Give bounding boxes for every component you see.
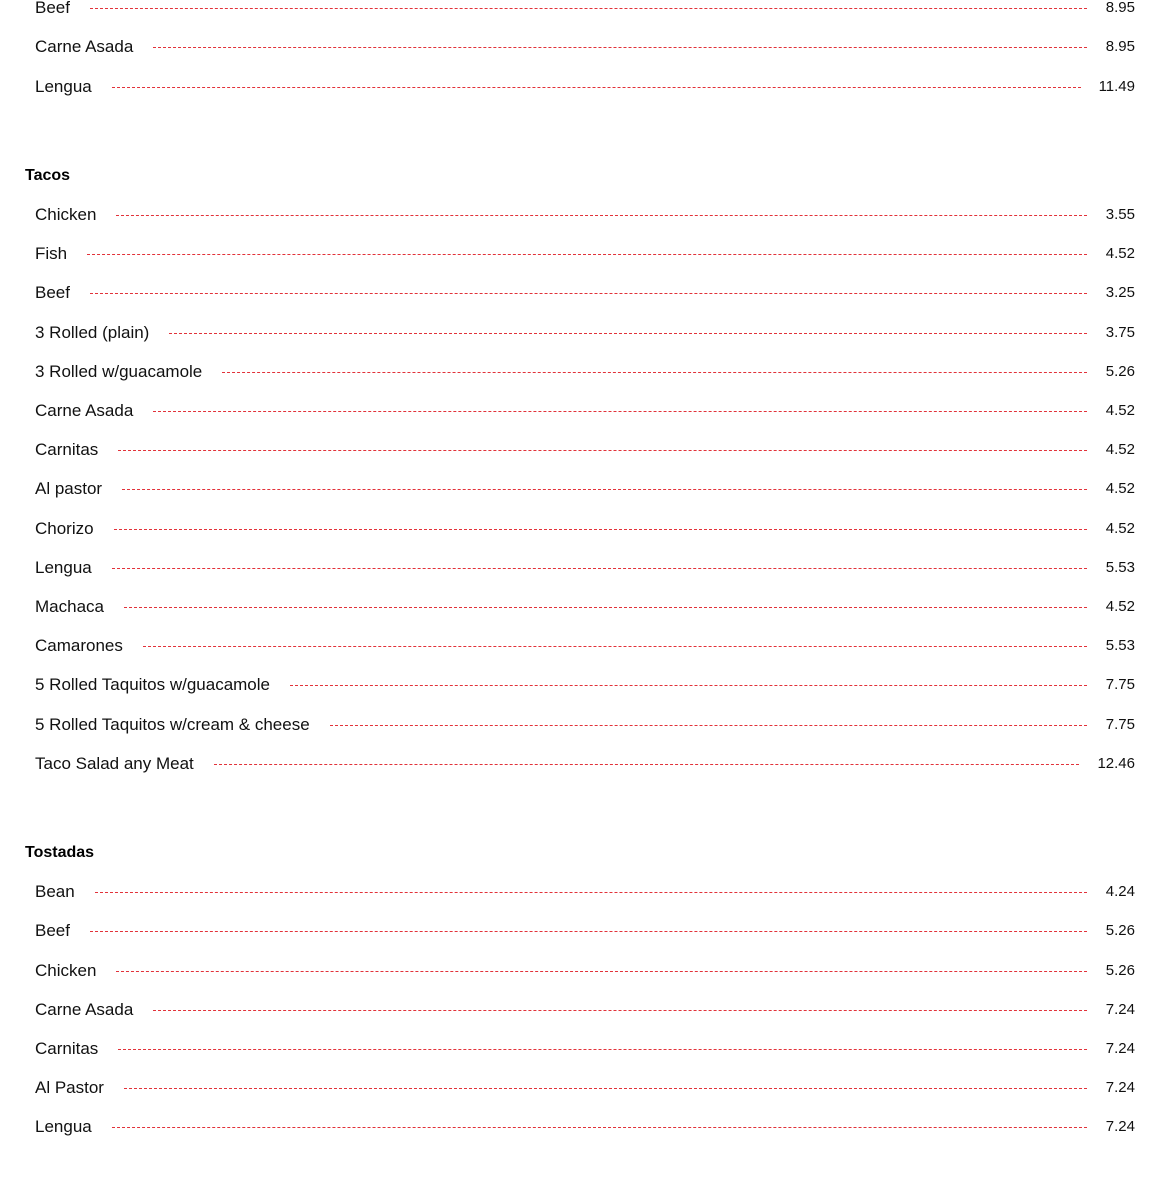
menu-item xyxy=(35,960,1135,982)
menu-item-price: 7.24 xyxy=(1105,1079,1135,1096)
menu-item-name: Beef xyxy=(35,283,70,302)
menu-item-price: 11.49 xyxy=(1098,78,1135,95)
menu-item-price: 7.24 xyxy=(1105,1040,1135,1057)
menu-item-name: Beef xyxy=(35,0,70,17)
dotted-leader xyxy=(118,1049,1087,1050)
menu-item-price: 4.52 xyxy=(1105,520,1135,537)
dotted-leader xyxy=(290,685,1087,686)
menu-item-price: 5.26 xyxy=(1105,363,1135,380)
menu-item xyxy=(35,999,1135,1021)
dotted-leader xyxy=(112,87,1081,88)
dotted-leader xyxy=(116,971,1087,972)
menu-item-price: 4.52 xyxy=(1105,480,1135,497)
dotted-leader xyxy=(114,529,1087,530)
menu-item-price: 7.75 xyxy=(1105,716,1135,733)
menu-item-name: Lengua xyxy=(35,1117,92,1136)
menu-item-name: Fish xyxy=(35,244,68,263)
menu-item-price: 3.25 xyxy=(1105,284,1135,301)
dotted-leader xyxy=(116,215,1087,216)
menu-item-name: Al pastor xyxy=(35,479,103,498)
menu-item-name: Carne Asada xyxy=(35,401,134,420)
menu-item-name: 3 Rolled (plain) xyxy=(35,323,150,342)
menu-item-price: 12.46 xyxy=(1097,755,1135,772)
menu-item xyxy=(35,557,1135,579)
menu-item-price: 7.24 xyxy=(1105,1001,1135,1018)
menu-item-price: 3.55 xyxy=(1105,206,1135,223)
menu-item-name: Carnitas xyxy=(35,1039,99,1058)
menu-item xyxy=(35,881,1135,903)
menu-item-price: 5.53 xyxy=(1105,637,1135,654)
menu-item-name: Carne Asada xyxy=(35,37,134,56)
menu-item-name: 5 Rolled Taquitos w/cream & cheese xyxy=(35,715,310,734)
menu-item xyxy=(35,518,1135,540)
menu-item xyxy=(35,714,1135,736)
dotted-leader xyxy=(90,8,1087,9)
menu-item-name: Lengua xyxy=(35,77,92,96)
menu-item xyxy=(35,400,1135,422)
menu-item-name: Carne Asada xyxy=(35,1000,134,1019)
menu-item-price: 4.52 xyxy=(1105,441,1135,458)
menu-item-name: Beef xyxy=(35,921,70,940)
dotted-leader xyxy=(153,411,1087,412)
menu-item xyxy=(35,674,1135,696)
menu-item xyxy=(35,920,1135,942)
menu-item-name: Lengua xyxy=(35,558,92,577)
dotted-leader xyxy=(90,931,1087,932)
menu-item-name: Carnitas xyxy=(35,440,99,459)
menu-item xyxy=(35,478,1135,500)
menu-item xyxy=(35,36,1135,58)
dotted-leader xyxy=(124,1088,1087,1089)
menu-item xyxy=(35,243,1135,265)
menu-item-price: 4.52 xyxy=(1105,245,1135,262)
menu-item-name: 5 Rolled Taquitos w/guacamole xyxy=(35,675,270,694)
dotted-leader xyxy=(118,450,1087,451)
menu-item-name: Chorizo xyxy=(35,519,94,538)
dotted-leader xyxy=(90,293,1087,294)
dotted-leader xyxy=(112,568,1087,569)
section-title: Tostadas xyxy=(25,844,95,861)
menu-item xyxy=(35,596,1135,618)
dotted-leader xyxy=(124,607,1087,608)
dotted-leader xyxy=(95,892,1087,893)
menu-item-price: 5.26 xyxy=(1105,922,1135,939)
section-title: Tacos xyxy=(25,167,71,184)
dotted-leader xyxy=(143,646,1087,647)
dotted-leader xyxy=(122,489,1087,490)
dotted-leader xyxy=(330,725,1087,726)
menu-item-price: 8.95 xyxy=(1105,38,1135,55)
dotted-leader xyxy=(87,254,1087,255)
menu-item-name: Camarones xyxy=(35,636,123,655)
dotted-leader xyxy=(214,764,1080,765)
menu-item-price: 4.24 xyxy=(1105,883,1135,900)
menu-item xyxy=(35,0,1135,19)
menu-item-name: Chicken xyxy=(35,205,97,224)
menu-item-name: Chicken xyxy=(35,961,97,980)
menu-item-price: 3.75 xyxy=(1105,324,1135,341)
menu-item-name: Al Pastor xyxy=(35,1078,104,1097)
menu-item xyxy=(35,1038,1135,1060)
dotted-leader xyxy=(112,1127,1087,1128)
menu-item xyxy=(35,282,1135,304)
menu-item xyxy=(35,1077,1135,1099)
menu-item-price: 7.24 xyxy=(1105,1118,1135,1135)
menu-item-name: 3 Rolled w/guacamole xyxy=(35,362,203,381)
menu-item xyxy=(35,76,1135,98)
menu-item-price: 5.26 xyxy=(1105,962,1135,979)
menu-item-price: 4.52 xyxy=(1105,598,1135,615)
menu-item xyxy=(35,361,1135,383)
dotted-leader xyxy=(222,372,1087,373)
dotted-leader xyxy=(153,47,1087,48)
menu-item-name: Bean xyxy=(35,882,75,901)
menu-item-name: Taco Salad any Meat xyxy=(35,754,194,773)
menu-item-price: 5.53 xyxy=(1105,559,1135,576)
menu-item xyxy=(35,204,1135,226)
menu-item-price: 7.75 xyxy=(1105,676,1135,693)
dotted-leader xyxy=(169,333,1087,334)
menu-item xyxy=(35,439,1135,461)
menu-item xyxy=(35,322,1135,344)
dotted-leader xyxy=(153,1010,1087,1011)
menu-item-name: Machaca xyxy=(35,597,104,616)
menu-item xyxy=(35,635,1135,657)
menu-item xyxy=(35,753,1135,775)
menu-item xyxy=(35,1116,1135,1138)
menu-item-price: 8.95 xyxy=(1105,0,1135,16)
menu-item-price: 4.52 xyxy=(1105,402,1135,419)
